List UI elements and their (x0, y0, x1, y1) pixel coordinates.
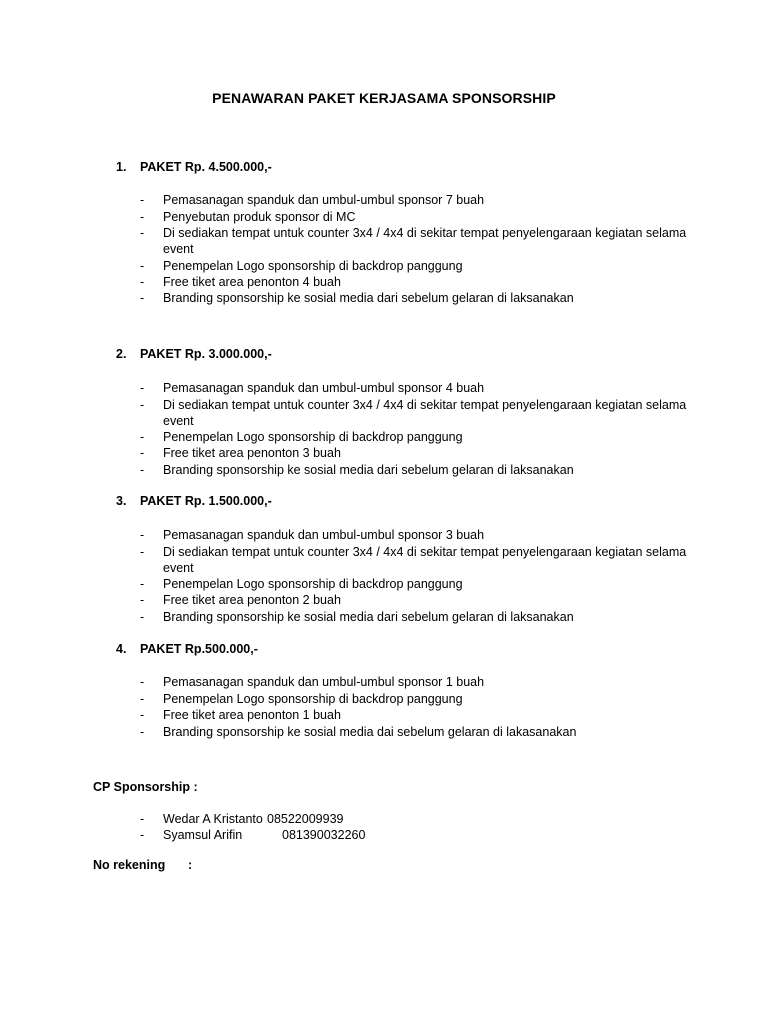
list-item-text: Di sediakan tempat untuk counter 3x4 / 4x4 di sekitar tempat penyelengaraan kegiatan selama event (163, 545, 687, 576)
contact-row (140, 811, 344, 827)
list-item (140, 209, 700, 225)
list-item (140, 445, 700, 461)
list-item-text: Branding sponsorship ke sosial media dari sebelum gelaran di laksanakan (163, 610, 574, 624)
bullet-dash: - (140, 610, 145, 624)
package-number: 3. (116, 494, 127, 508)
bullet-dash: - (140, 210, 145, 224)
list-item-text: Di sediakan tempat untuk counter 3x4 / 4x4 di sekitar tempat penyelengaraan kegiatan selama event (163, 226, 687, 257)
list-item (140, 225, 700, 258)
bullet-dash: - (140, 291, 145, 305)
bullet-dash: - (140, 593, 145, 607)
bullet-dash: - (140, 275, 145, 289)
bullet-dash: - (140, 692, 145, 706)
list-item-text: Penyebutan produk sponsor di MC (163, 210, 356, 224)
package-heading (116, 642, 258, 656)
bullet-dash: - (140, 398, 145, 412)
list-item-text: Penempelan Logo sponsorship di backdrop panggung (163, 259, 463, 273)
contact-name: Syamsul Arifin (163, 828, 243, 842)
list-item (140, 707, 700, 723)
contact-phone: 081390032260 (282, 828, 366, 842)
package-title: PAKET Rp. 1.500.000,- (140, 494, 272, 508)
list-item-text: Free tiket area penonton 3 buah (163, 446, 341, 460)
list-item (140, 691, 700, 707)
list-item (140, 380, 700, 396)
list-item (140, 576, 700, 592)
bullet-dash: - (140, 708, 145, 722)
list-item-text: Free tiket area penonton 1 buah (163, 708, 341, 722)
bullet-dash: - (140, 463, 145, 477)
list-item (140, 258, 700, 274)
list-item (140, 527, 700, 543)
contact-phone: 08522009939 (267, 812, 344, 826)
contact-heading: CP Sponsorship : (93, 780, 198, 794)
list-item (140, 290, 700, 306)
list-item-text: Penempelan Logo sponsorship di backdrop panggung (163, 430, 463, 444)
list-item-text: Pemasanagan spanduk dan umbul-umbul sponsor 3 buah (163, 528, 485, 542)
bullet-dash: - (140, 446, 145, 460)
package-title: PAKET Rp.500.000,- (140, 642, 258, 656)
bullet-dash: - (140, 226, 145, 240)
list-item-text: Penempelan Logo sponsorship di backdrop panggung (163, 577, 463, 591)
bullet-dash: - (140, 259, 145, 273)
bullet-dash: - (140, 577, 145, 591)
bank-account-label: No rekening (93, 858, 166, 872)
list-item-text: Di sediakan tempat untuk counter 3x4 / 4x4 di sekitar tempat penyelengaraan kegiatan selama event (163, 398, 687, 429)
contact-name: Wedar A Kristanto (163, 812, 263, 826)
list-item-text: Branding sponsorship ke sosial media dari sebelum gelaran di laksanakan (163, 291, 574, 305)
bullet-dash: - (140, 725, 145, 739)
bullet-dash: - (140, 430, 145, 444)
list-item-text: Branding sponsorship ke sosial media dari sebelum gelaran di laksanakan (163, 463, 574, 477)
package-number: 1. (116, 160, 127, 174)
bullet-dash: - (140, 528, 145, 542)
list-item-text: Branding sponsorship ke sosial media dai sebelum gelaran di lakasanakan (163, 725, 577, 739)
list-item (140, 429, 700, 445)
package-title: PAKET Rp. 3.000.000,- (140, 347, 272, 361)
list-item (140, 674, 700, 690)
list-item (140, 397, 700, 430)
list-item-text: Penempelan Logo sponsorship di backdrop panggung (163, 692, 463, 706)
list-item (140, 192, 700, 208)
package-number: 2. (116, 347, 127, 361)
bullet-dash: - (140, 828, 145, 842)
list-item-text: Pemasanagan spanduk dan umbul-umbul sponsor 7 buah (163, 193, 485, 207)
list-item-text: Pemasanagan spanduk dan umbul-umbul sponsor 1 buah (163, 675, 485, 689)
contact-row (140, 827, 366, 843)
list-item (140, 592, 700, 608)
list-item-text: Free tiket area penonton 2 buah (163, 593, 341, 607)
package-heading (116, 494, 272, 508)
list-item (140, 274, 700, 290)
package-number: 4. (116, 642, 127, 656)
bullet-dash: - (140, 193, 145, 207)
list-item (140, 544, 700, 577)
bullet-dash: - (140, 381, 145, 395)
bullet-dash: - (140, 545, 145, 559)
list-item-text: Free tiket area penonton 4 buah (163, 275, 341, 289)
package-heading (116, 347, 272, 361)
list-item (140, 724, 700, 740)
bank-account-colon: : (188, 858, 193, 872)
bullet-dash: - (140, 812, 145, 826)
document-title: PENAWARAN PAKET KERJASAMA SPONSORSHIP (212, 90, 556, 106)
list-item (140, 609, 700, 625)
package-title: PAKET Rp. 4.500.000,- (140, 160, 272, 174)
list-item-text: Pemasanagan spanduk dan umbul-umbul sponsor 4 buah (163, 381, 485, 395)
list-item (140, 462, 700, 478)
bullet-dash: - (140, 675, 145, 689)
package-heading (116, 160, 272, 174)
